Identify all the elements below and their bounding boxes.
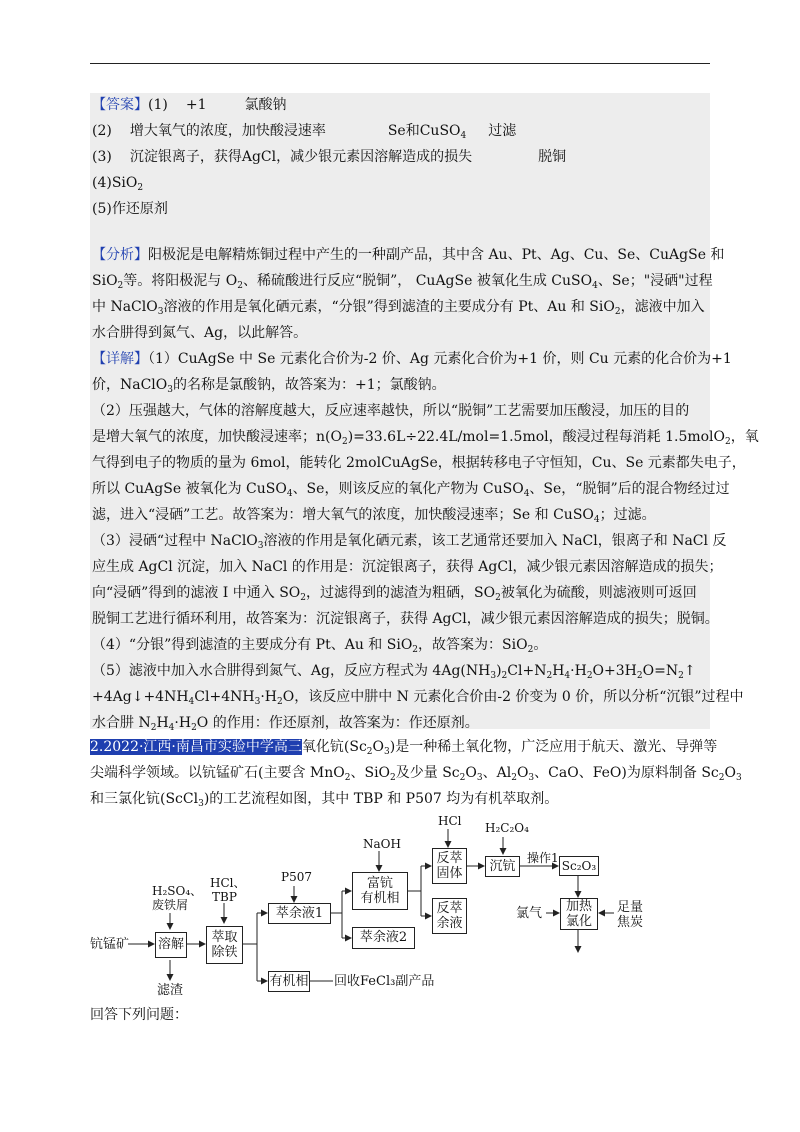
analysis-line-2: SiO$_2$等。将阳极泥与 $O_2$、稀硫酸进行反应“脱铜”， CuAgSe 被氧化生成 CuSO$_4$、Se；"浸硒"过程 (92, 273, 713, 291)
detail-line-15: 水合肼 $N_2H_4\cdot H_2O$ 的作用：作还原剂，故答案为：作还原剂。 (92, 715, 479, 733)
flow-chlorine-label: 氯气 (516, 906, 543, 921)
answer-line-4: (4)SiO$_2$ (92, 175, 144, 193)
flow-box-sc2o3: Sc₂O₃ (559, 856, 599, 876)
flow-naoh-label: NaOH (363, 837, 401, 851)
detail-line-12: （4）“分银”得到滤渣的主要成分有 Pt、Au 和 SiO$_2$，故答案为：SiO$_2$。 (92, 637, 548, 655)
detail-line-6: 所以 CuAgSe 被氧化为 CuSO$_4$、Se，则该反应的氧化产物为 CuSO$_4$、Se，“脱铜”后的混合物经过过 (92, 481, 730, 499)
flow-reagent1-line1: H₂SO₄、 (152, 884, 203, 898)
detail-line-11: 脱铜工艺进行循环利用，故答案为：沉淀银离子，获得 AgCl，减少银元素因溶解造成的损失；脱铜。 (92, 611, 719, 627)
flow-reagent2-line2: TBP (212, 890, 237, 904)
flow-hcl-label: HCl (438, 814, 462, 828)
answer-label: 【答案】 (92, 97, 148, 113)
detail-line-7: 滤，进入“浸硒”工艺。故答案为：增大氧气的浓度，加快酸浸速率；Se 和 CuSO$_4$；过滤。 (92, 507, 656, 525)
detail-line-3: （2）压强越大，气体的溶解度越大，反应速率越快，所以“脱铜”工艺需要加压酸浸，加压的目的 (92, 403, 690, 419)
flow-box-precipitate: 沉钪 (485, 856, 520, 877)
detail-line-14: $+4Ag↓+4NH_4Cl+4NH_3\cdot H_2O$，该反应中肼中 N 元素化合价由-2 价变为 0 价，所以分析“沉银”过程中 (92, 689, 744, 707)
detail-line-13: （5）滤液中加入水合肼得到氮气、Ag，反应方程式为 $4Ag(NH_3)_2Cl+N_2H_4\cdot H_2O+3H_2O=N_2↑$ (92, 663, 696, 681)
detail-line-10: 向“浸硒”得到的滤液 I 中通入 $SO_2$，过滤得到的滤渣为粗硒，$SO_2$被氧化为硫酸，则滤液则可返回 (92, 585, 697, 603)
detail-line-4: 是增大氧气的浓度，加快酸浸速率；$n(O_2)=33.6L\div 22.4L/mol=1.5mol$，酸浸过程每消耗 1.5molO$_2$，氧 (92, 429, 759, 447)
flow-box-heat-chlorinate: 加热 氯化 (560, 898, 598, 930)
analysis-line-3: 中 NaClO$_3$溶液的作用是氧化硒元素，“分银”得到滤渣的主要成分有 Pt、Au 和 SiO$_2$，滤液中加入 (92, 299, 705, 317)
flow-recover-label: 回收FeCl₃副产品 (334, 974, 435, 989)
flow-reagent2-line1: HCl、 (210, 876, 246, 890)
flow-ore-label: 钪锰矿 (90, 937, 130, 952)
detail-line-9: 应生成 AgCl 沉淀，加入 NaCl 的作用是：沉淀银离子，获得 AgCl，减少银元素因溶解造成的损失； (92, 559, 723, 575)
question-line-2: 尖端科学领域。以钪锰矿石(主要含 MnO$_2$、SiO$_2$及少量 $Sc_2O_3$、$Al_2O_3$、CaO、FeO)为原料制备 $Sc_2O_3$ (90, 765, 742, 783)
answer-line-3: (3) 沉淀银离子，获得AgCl，减少银元素因溶解造成的损失 脱铜 (92, 149, 567, 165)
flow-box-dissolve: 溶解 (155, 932, 187, 958)
question-line-1: 2.2022·江西·南昌市实验中学高三氧化钪$(Sc_2O_3)$是一种稀土氧化物，广泛应用于航天、激光、导弹等 (90, 739, 718, 757)
flow-operation1-label: 操作1 (527, 851, 559, 865)
answer-line-2: (2) 增大氧气的浓度，加快酸浸速率 Se和CuSO$_4$ 过滤 (92, 123, 517, 141)
flow-p507-label: P507 (281, 870, 312, 884)
flow-reagent1-line2: 废铁屑 (152, 898, 189, 912)
flow-box-back-extract-liquid: 反萃 余液 (432, 898, 467, 934)
flow-box-back-extract-solid: 反萃 固体 (432, 848, 467, 884)
answer-line-5: (5)作还原剂 (92, 201, 168, 217)
detail-line-8: （3）浸硒“过程中 NaClO$_3$溶液的作用是氧化硒元素，该工艺通常还要加入 NaCl，银离子和 NaCl 反 (92, 533, 727, 551)
flow-box-rich-organic: 富钪 有机相 (352, 872, 408, 910)
answer-line-1: 【答案】(1) +1 氯酸钠 (92, 97, 287, 113)
flow-box-raffinate2: 萃余液2 (352, 927, 415, 949)
flow-box-extract-iron: 萃取 除铁 (206, 926, 243, 964)
flow-box-raffinate1: 萃余液1 (268, 903, 331, 924)
flow-residue-label: 滤渣 (157, 983, 184, 998)
flow-box-organic-phase: 有机相 (268, 971, 310, 992)
detail-line-1: 【详解】（1）CuAgSe 中 Se 元素化合价为-2 价、Ag 元素化合价为+1 价，则 Cu 元素的化合价为+1 (92, 351, 732, 367)
question-line-3: 和三氯化钪(ScCl$_3$)的工艺流程如图，其中 TBP 和 P507 均为有机萃取剂。 (90, 791, 559, 809)
analysis-line-4: 水合肼得到氮气、Ag，以此解答。 (92, 325, 308, 341)
analysis-line-1: 【分析】阳极泥是电解精炼铜过程中产生的一种副产品，其中含 Au、Pt、Ag、Cu、Se、CuAgSe 和 (92, 247, 725, 263)
question-prompt: 回答下列问题： (90, 1007, 188, 1023)
flow-h2c2o4-label: H₂C₂O₄ (485, 821, 529, 835)
detail-line-2: 价，NaClO$_3$的名称是氯酸钠，故答案为：+1；氯酸钠。 (92, 377, 446, 395)
question-source-link[interactable]: 2.2022·江西·南昌市实验中学高三 (90, 739, 302, 755)
flow-coke-label: 足量 焦炭 (617, 900, 644, 930)
detail-line-5: 气得到电子的物质的量为 6mol，能转化 2molCuAgSe，根据转移电子守恒知，Cu、Se 元素都失电子， (92, 455, 746, 471)
